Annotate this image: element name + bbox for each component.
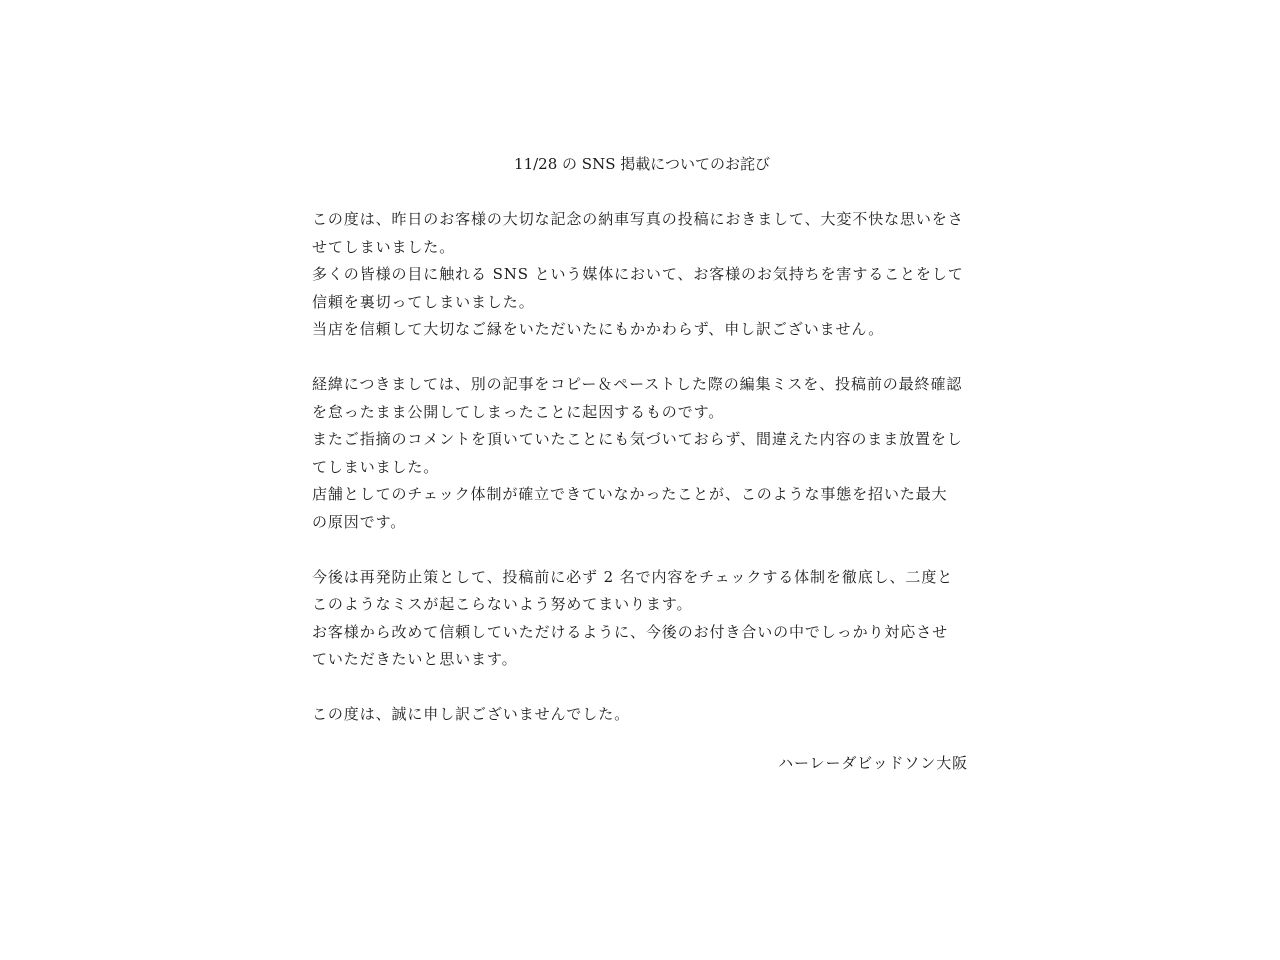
paragraph-closing — [312, 701, 972, 729]
text-line: 当店を信頼して大切なご縁をいただいたにもかかわらず、申し訳ございません。 — [312, 320, 885, 339]
text-line: この度は、誠に申し訳ございませんでした。 — [312, 704, 631, 723]
text-line: またご指摘のコメントを頂いていたことにも気づいておらず、間違えた内容のまま放置をし — [312, 430, 963, 449]
text-line: お客様から改めて信頼していただけるように、今後のお付き合いの中でしっかり対応させ — [312, 622, 949, 641]
text-line: 店舗としてのチェック体制が確立できていなかったことが、このような事態を招いた最大 — [312, 485, 948, 504]
text-line: 経緯につきましては、別の記事をコピー＆ペーストした際の編集ミスを、投稿前の最終確認 — [312, 374, 963, 393]
text-line: の原因です。 — [312, 512, 407, 531]
apology-notice — [312, 150, 972, 777]
text-line: この度は、昨日のお客様の大切な記念の納車写真の投稿におきまして、大変不快な思いをさ — [312, 210, 964, 228]
text-line: 多くの皆様の目に触れる SNS という媒体において、お客様のお気持ちを害することをして — [312, 265, 964, 284]
text-line: このようなミスが起こらないよう努めてまいります。 — [312, 595, 693, 614]
notice-title: 11/28 の SNS 掲載についてのお詫び — [514, 155, 770, 173]
text-line: 今後は再発防止策として、投稿前に必ず 2 名で内容をチェックする体制を徹底し、二度と — [312, 567, 954, 586]
text-line: ていただきたいと思います。 — [312, 650, 518, 669]
text-line: せてしまいました。 — [312, 237, 456, 256]
text-line: てしまいました。 — [312, 457, 440, 476]
paragraph-apology — [312, 206, 972, 344]
signature: ハーレーダビッドソン大阪 — [778, 753, 968, 772]
paragraph-cause — [312, 371, 972, 537]
text-line: を怠ったまま公開してしまったことに起因するものです。 — [312, 402, 725, 421]
text-line: 信頼を裏切ってしまいました。 — [312, 292, 535, 311]
paragraph-prevention — [312, 564, 972, 674]
